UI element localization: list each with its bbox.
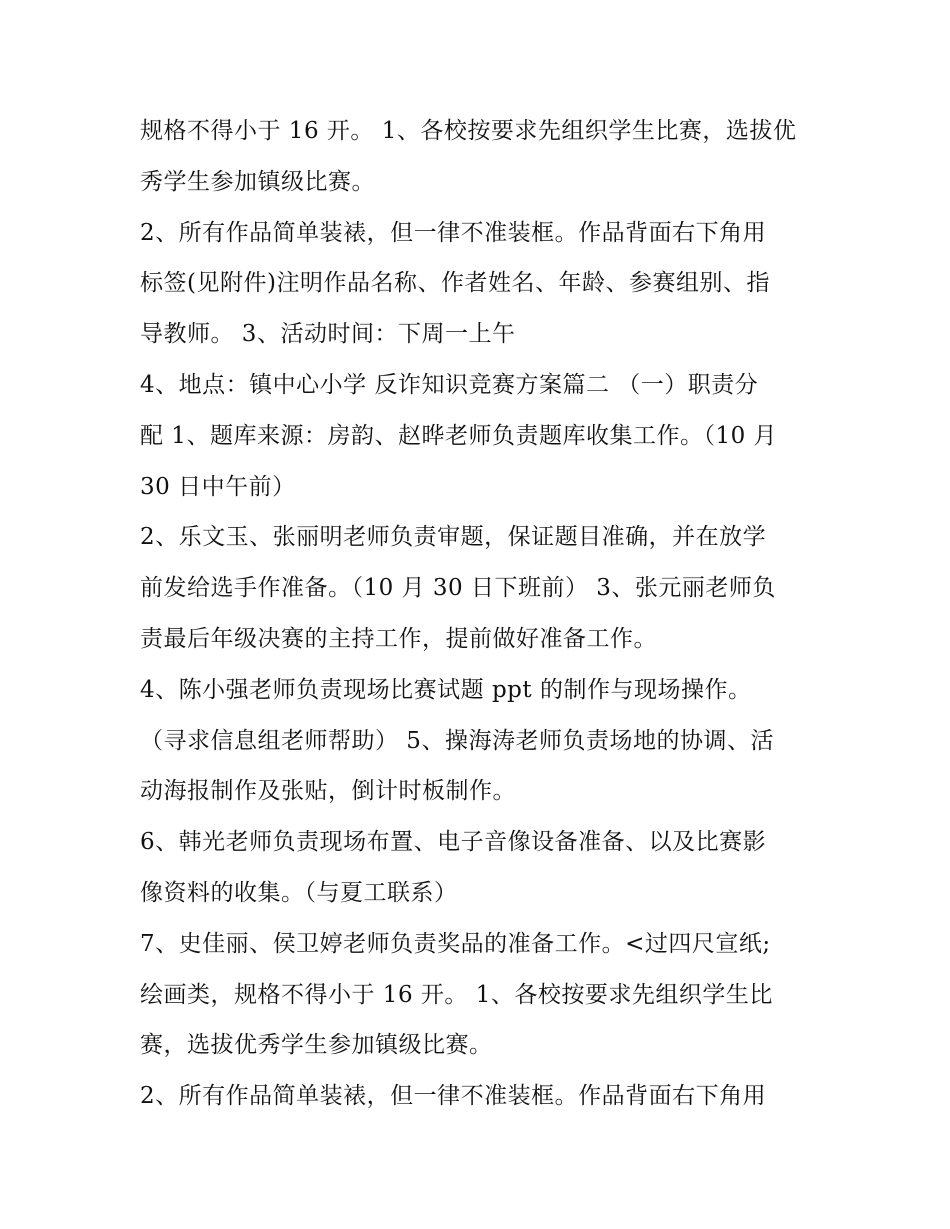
text-line: 秀学生参加镇级比赛。 (140, 168, 375, 195)
text-line: 责最后年级决赛的主持工作，提前做好准备工作。 (140, 625, 657, 652)
text-line: 2、所有作品简单装裱，但一律不准装框。作品背面右下角用 (140, 219, 767, 246)
text-line: 绘画类，规格不得小于 16 开。 1、各校按要求先组织学生比 (140, 981, 773, 1008)
text-line: （寻求信息组老师帮助） 5、操海涛老师负责场地的协调、活 (140, 727, 774, 754)
text-line: 配 1、题库来源：房韵、赵晔老师负责题库收集工作。（10 月 (140, 422, 778, 449)
text-line: 动海报制作及张贴，倒计时板制作。 (140, 778, 516, 805)
text-line: 规格不得小于 16 开。 1、各校按要求先组织学生比赛，选拔优 (140, 118, 797, 144)
text-line: 2、所有作品简单装裱，但一律不准装框。作品背面右下角用 (140, 1083, 767, 1110)
text-line: 导教师。 3、活动时间：下周一上午 (140, 321, 516, 348)
text-line: 前发给选手作准备。（10 月 30 日下班前） 3、张元丽老师负 (140, 575, 776, 602)
text-line: 7、史佳丽、侯卫婷老师负责奖品的准备工作。<过四尺宣纸; (140, 930, 771, 957)
text-line: 赛，选拔优秀学生参加镇级比赛。 (140, 1032, 493, 1059)
body-text (140, 106, 820, 1122)
text-line: 30 日中午前） (140, 473, 296, 500)
text-line: 4、陈小强老师负责现场比赛试题 ppt 的制作与现场操作。 (140, 676, 752, 703)
text-line: 像资料的收集。（与夏工联系） (140, 879, 458, 906)
text-line: 6、韩光老师负责现场布置、电子音像设备准备、以及比赛影 (140, 829, 767, 856)
text-line: 2、乐文玉、张丽明老师负责审题，保证题目准确，并在放学 (140, 524, 767, 551)
text-line: 4、地点：镇中心小学 反诈知识竞赛方案篇二 （一）职责分 (140, 371, 759, 398)
text-line: 标签(见附件)注明作品名称、作者姓名、年龄、参赛组别、指 (140, 270, 770, 297)
